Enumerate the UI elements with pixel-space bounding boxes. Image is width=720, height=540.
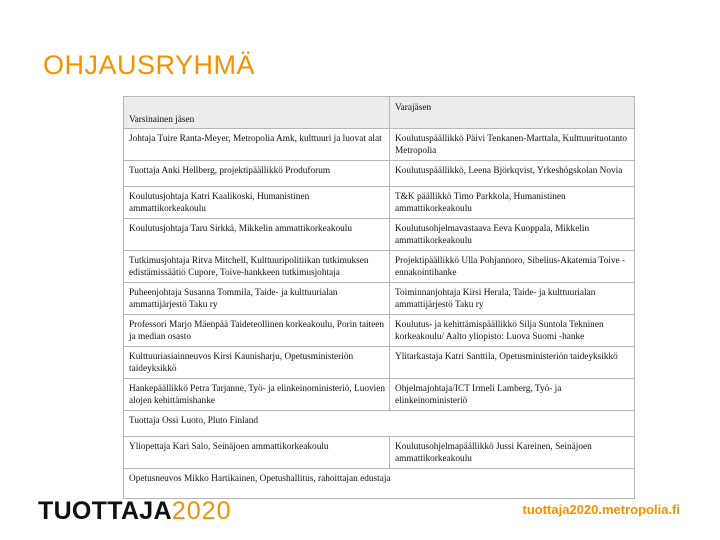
member-cell: Koulutusjohtaja Katri Kaalikoski, Humanistinen ammattikorkeakoulu <box>124 187 390 219</box>
table-row <box>124 129 635 161</box>
deputy-cell: Koulutusohjelmapäällikkö Jussi Kareinen, Seinäjoen ammattikorkeakoulu <box>390 437 635 469</box>
deputy-cell: Koulutuspäällikkö Päivi Tenkanen-Marttala, Kulttuurituotanto Metropolia <box>390 129 635 161</box>
member-cell: Tuottaja Anki Hellberg, projektipäällikkö Produforum <box>124 161 390 187</box>
deputy-cell: Koulutus- ja kehittämispäällikkö Silja Suntola Tekninen korkeakoulu/ Aalto yliopisto: Luova Suomi -hanke <box>390 315 635 347</box>
deputy-cell: Ylitarkastaja Katri Santtila, Opetusministeriön taideyksikkö <box>390 347 635 379</box>
member-cell: Yliopettaja Kari Salo, Seinäjoen ammattikorkeakoulu <box>124 437 390 469</box>
table-row <box>124 219 635 251</box>
table-row <box>124 437 635 469</box>
member-cell: Johtaja Tuire Ranta-Meyer, Metropolia Amk, kulttuuri ja luovat alat <box>124 129 390 161</box>
table-row <box>124 283 635 315</box>
member-cell: Puheenjohtaja Susanna Tommila, Taide- ja kulttuurialan ammattijärjestö Taku ry <box>124 283 390 315</box>
table-row <box>124 251 635 283</box>
member-cell: Tutkimusjohtaja Ritva Mitchell, Kulttuuripolitiikan tutkimuksen edistämissäätiö Cupore, Toive-hankkeen tutkimusjohtaja <box>124 251 390 283</box>
header-deputy: Varajäsen <box>390 97 635 129</box>
member-cell: Professori Marjo Mäenpää Taideteollinen korkeakoulu, Porin taiteen ja median osasto <box>124 315 390 347</box>
tuottaja-2020-logo: TUOTTAJA2020 <box>38 497 232 525</box>
table-header-row <box>124 97 635 129</box>
member-cell: Hankepäällikkö Petra Tarjanne, Työ- ja elinkeinoministeriö, Luovien alojen kehittämishanke <box>124 379 390 411</box>
page-title: OHJAUSRYHMÄ <box>43 50 256 80</box>
member-cell: Kulttuuriasiainneuvos Kirsi Kaunisharju, Opetusministeriön taideyksikkö <box>124 347 390 379</box>
table-row <box>124 411 635 437</box>
table-row <box>124 315 635 347</box>
member-cell: Koulutusjohtaja Taru Sirkkä, Mikkelin ammattikorkeakoulu <box>124 219 390 251</box>
member-cell: Tuottaja Ossi Luoto, Pluto Finland <box>124 411 635 437</box>
deputy-cell: Projektipäällikkö Ulla Pohjannoro, Sibelius-Akatemia Toive -ennakointihanke <box>390 251 635 283</box>
deputy-cell: Ohjelmajohtaja/ICT Irmeli Lamberg, Työ- ja elinkeinoministeriö <box>390 379 635 411</box>
deputy-cell: Toiminnanjohtaja Kirsi Herala, Taide- ja kulttuurialan ammattijärjestö Taku ry <box>390 283 635 315</box>
footer-url: tuottaja2020.metropolia.fi <box>522 502 680 517</box>
table-row <box>124 469 635 499</box>
header-member: Varsinainen jäsen <box>124 97 390 129</box>
deputy-cell: T&K päällikkö Timo Parkkola, Humanistinen ammattikorkeakoulu <box>390 187 635 219</box>
table-row <box>124 161 635 187</box>
table-row <box>124 379 635 411</box>
member-cell: Opetusneuvos Mikko Hartikainen, Opetushallitus, rahoittajan edustaja <box>124 469 635 499</box>
table-row <box>124 187 635 219</box>
deputy-cell: Koulutusohjelmavastaava Eeva Kuoppala, Mikkelin ammattikorkeakoulu <box>390 219 635 251</box>
committee-table <box>123 96 635 499</box>
deputy-cell: Koulutuspäällikkö, Leena Björkqvist, Yrkeshögskolan Novia <box>390 161 635 187</box>
table-row <box>124 347 635 379</box>
